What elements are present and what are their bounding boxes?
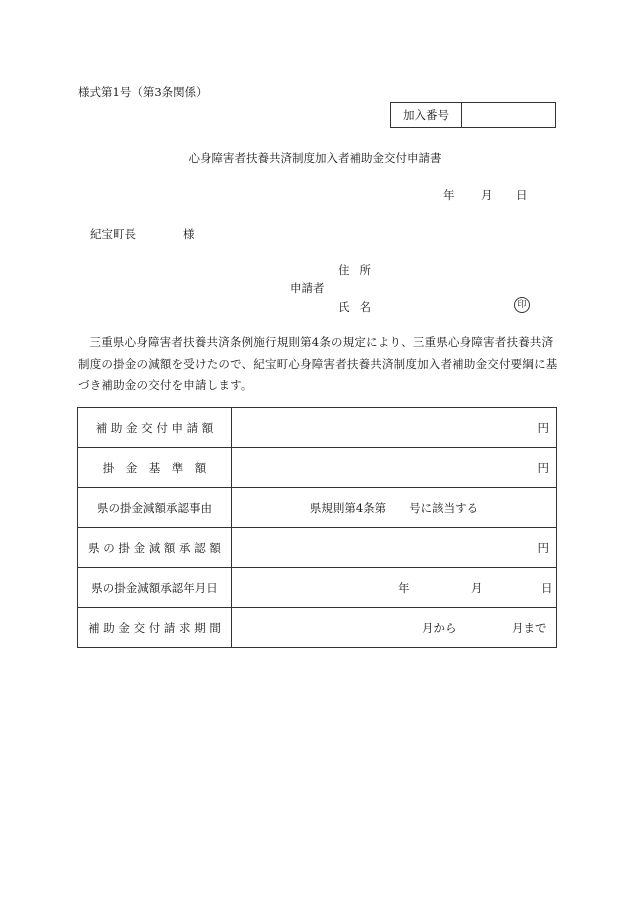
table-row xyxy=(78,488,557,528)
table-row xyxy=(78,568,557,608)
document-title: 心身障害者扶養共済制度加入者補助金交付申請書 xyxy=(188,151,442,165)
yen-unit: 円 xyxy=(537,420,549,435)
date-month[interactable]: 月 xyxy=(481,188,493,202)
yen-unit: 円 xyxy=(537,540,549,555)
subsidy-amount-field[interactable] xyxy=(232,408,557,448)
seal-icon: 印 xyxy=(514,297,530,313)
row-label-approved-reduction: 県 の 掛 金 減 額 承 認 額 xyxy=(78,528,232,568)
period-from: 月から xyxy=(422,620,457,635)
reduction-reason-field[interactable]: 県規則第4条第 号に該当する xyxy=(232,488,557,528)
application-table xyxy=(77,407,557,648)
applicant-address-label: 住所 xyxy=(338,263,381,277)
date-year[interactable]: 年 xyxy=(443,188,455,202)
approval-year: 年 xyxy=(398,580,410,595)
applicant-name-label: 氏名 xyxy=(338,300,381,314)
approval-day: 日 xyxy=(541,580,553,595)
row-label-approval-date: 県の掛金減額承認年月日 xyxy=(78,568,232,608)
addressee-honorific: 様 xyxy=(183,227,195,241)
row-label-subsidy-amount: 補 助 金 交 付 申 請 額 xyxy=(78,408,232,448)
table-row xyxy=(78,608,557,648)
applicant-label: 申請者 xyxy=(290,281,325,295)
base-premium-field[interactable] xyxy=(232,448,557,488)
member-number-box xyxy=(390,102,556,128)
approval-month: 月 xyxy=(471,580,483,595)
period-to: 月まで xyxy=(512,620,547,635)
yen-unit: 円 xyxy=(537,460,549,475)
approved-reduction-field[interactable] xyxy=(232,528,557,568)
table-row xyxy=(78,448,557,488)
claim-period-field[interactable] xyxy=(232,608,557,648)
form-number-label: 様式第1号（第3条関係） xyxy=(78,85,208,99)
member-number-label: 加入番号 xyxy=(391,103,462,127)
table-row xyxy=(78,528,557,568)
application-statement: 三重県心身障害者扶養共済条例施行規則第4条の規定により、三重県心身障害者扶養共済制度の掛金の減額を受けたので、紀宝町心身障害者扶養共済制度加入者補助金交付要綱に基づき補助金の交付を申請します。 xyxy=(78,335,558,392)
date-day[interactable]: 日 xyxy=(516,188,528,202)
table-row xyxy=(78,408,557,448)
addressee-name: 紀宝町長 xyxy=(90,227,136,241)
row-label-base-premium: 掛 金 基 準 額 xyxy=(78,448,232,488)
approval-date-field[interactable] xyxy=(232,568,557,608)
row-label-reduction-reason: 県の掛金減額承認事由 xyxy=(78,488,232,528)
member-number-field[interactable] xyxy=(462,103,555,127)
row-label-claim-period: 補 助 金 交 付 請 求 期 間 xyxy=(78,608,232,648)
